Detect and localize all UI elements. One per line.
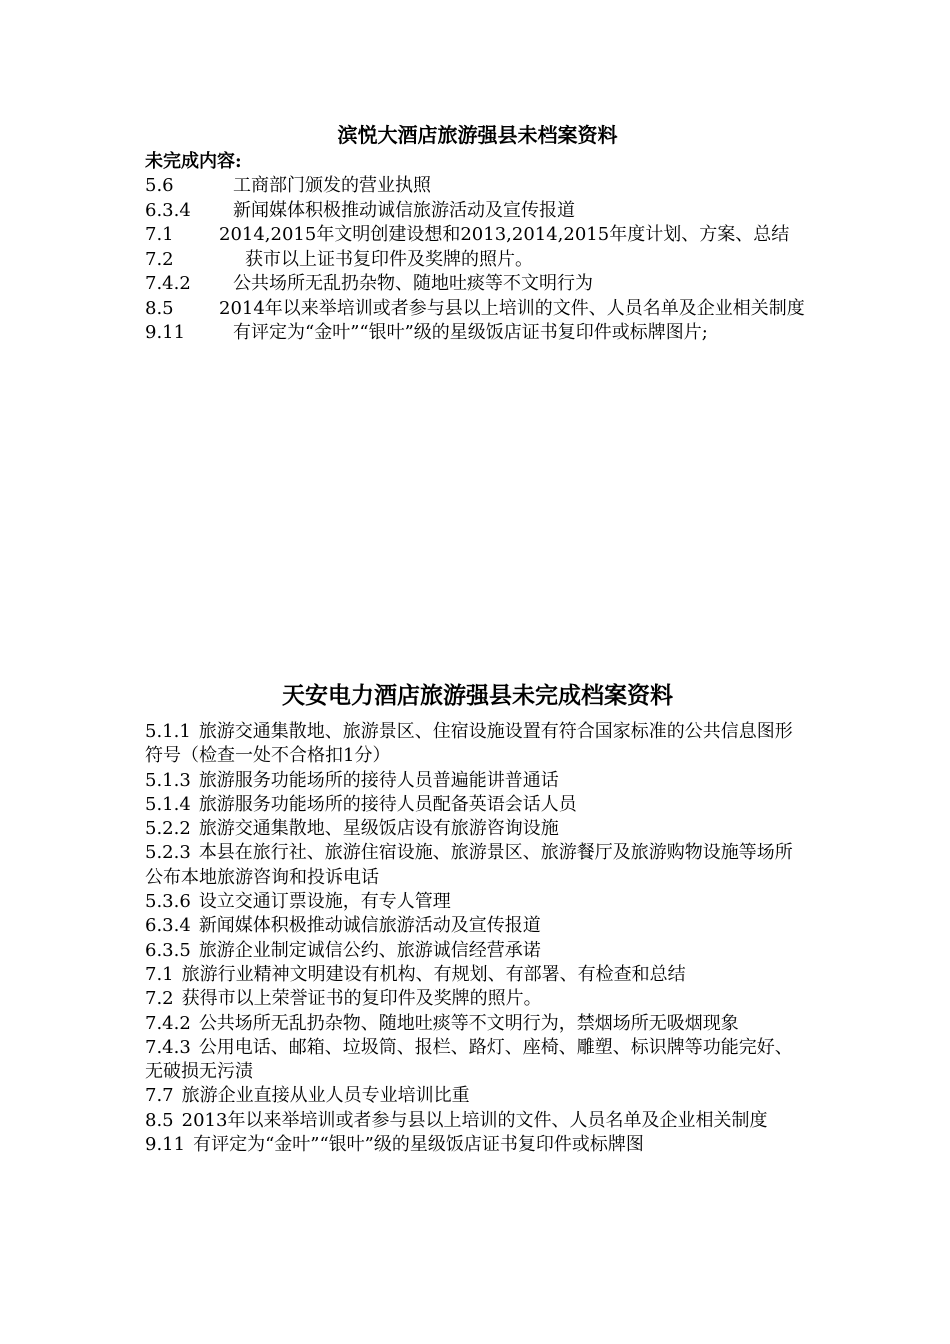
list-item — [145, 841, 810, 890]
item-text: 旅游交通集散地、星级饭店设有旅游咨询设施 — [198, 818, 559, 840]
item-code: 6.3.4 — [145, 199, 191, 221]
item-code: 7.1 — [145, 963, 174, 985]
item-text: 2014年以来举培训或者参与县以上培训的文件、人员名单及企业相关制度 — [219, 297, 805, 319]
list-item — [145, 174, 810, 199]
item-code: 5.1.1 — [145, 721, 191, 742]
item-code: 7.4.2 — [145, 1012, 191, 1034]
section-binyue-hotel — [145, 120, 810, 346]
item-text: 本县在旅行社、旅游住宿设施、旅游景区、旅游餐厅及旅游购物设施等场所公布本地旅游咨询和投诉电话 — [145, 842, 793, 888]
section-title: 滨悦大酒店旅游强县未档案资料 — [337, 123, 618, 147]
item-text: 工商部门颁发的营业执照 — [233, 175, 431, 196]
item-text: 获市以上证书复印件及奖牌的照片。 — [245, 248, 533, 270]
section-title: 天安电力酒店旅游强县未完成档案资料 — [282, 682, 673, 709]
item-code: 5.6 — [145, 175, 174, 196]
item-code: 7.4.3 — [145, 1036, 191, 1058]
section-subheading: 未完成内容: — [145, 151, 242, 172]
item-code: 8.5 — [145, 1109, 174, 1131]
item-text: 2013年以来举培训或者参与县以上培训的文件、人员名单及企业相关制度 — [181, 1109, 768, 1131]
list-item — [145, 720, 810, 769]
item-code: 9.11 — [145, 1134, 186, 1156]
item-text: 获得市以上荣誉证书的复印件及奖牌的照片。 — [181, 988, 542, 1010]
item-text: 有评定为“金叶”“银叶”级的星级饭店证书复印件或标牌图 — [193, 1134, 644, 1156]
item-code: 5.1.3 — [145, 769, 191, 791]
item-code: 6.3.5 — [145, 939, 191, 961]
item-text: 旅游服务功能场所的接待人员普遍能讲普通话 — [198, 769, 559, 791]
item-code: 5.2.3 — [145, 842, 191, 864]
list-item — [145, 223, 810, 248]
list-item — [145, 817, 810, 841]
list-item — [145, 963, 810, 987]
list-item — [145, 199, 810, 224]
item-list — [145, 174, 810, 346]
list-item — [145, 793, 810, 817]
item-text: 公共场所无乱扔杂物、随地吐痰等不文明行为，禁烟场所无吸烟现象 — [198, 1012, 739, 1034]
item-code: 8.5 — [145, 297, 174, 319]
list-item — [145, 890, 810, 914]
item-text: 旅游服务功能场所的接待人员配备英语会话人员 — [198, 793, 577, 815]
item-code: 5.3.6 — [145, 891, 191, 913]
list-item — [145, 272, 810, 297]
list-item — [145, 987, 810, 1011]
list-item — [145, 1109, 810, 1133]
list-item — [145, 321, 810, 346]
item-code: 7.4.2 — [145, 273, 191, 294]
list-item — [145, 1036, 810, 1085]
item-text: 旅游企业制定诚信公约、旅游诚信经营承诺 — [198, 939, 541, 961]
item-text: 旅游企业直接从业人员专业培训比重 — [181, 1085, 470, 1107]
list-item — [145, 1133, 810, 1157]
item-text: 设立交通订票设施，有专人管理 — [198, 891, 451, 913]
section-tianan-hotel — [145, 676, 810, 1157]
item-text: 旅游行业精神文明建设有机构、有规划、有部署、有检查和总结 — [181, 963, 686, 985]
item-text: 公用电话、邮箱、垃圾筒、报栏、路灯、座椅、雕塑、标识牌等功能完好、无破损无污渍 — [145, 1036, 793, 1083]
list-item — [145, 769, 810, 793]
item-code: 7.2 — [145, 988, 174, 1010]
item-code: 9.11 — [145, 322, 186, 343]
item-code: 7.7 — [145, 1085, 174, 1107]
list-item — [145, 914, 810, 938]
item-text: 2014,2015年文明创建设想和2013,2014,2015年度计划、方案、总结 — [219, 224, 790, 245]
item-text: 新闻媒体积极推动诚信旅游活动及宣传报道 — [198, 915, 541, 937]
item-list — [145, 720, 810, 1157]
list-item — [145, 1012, 810, 1036]
list-item — [145, 297, 810, 322]
item-code: 5.1.4 — [145, 793, 191, 815]
list-item — [145, 248, 810, 273]
item-code: 6.3.4 — [145, 915, 191, 937]
list-item — [145, 939, 810, 963]
item-text: 有评定为“金叶”“银叶”级的星级饭店证书复印件或标牌图片; — [233, 322, 708, 343]
item-code: 7.2 — [145, 248, 174, 270]
item-code: 5.2.2 — [145, 818, 191, 840]
item-text: 新闻媒体积极推动诚信旅游活动及宣传报道 — [233, 199, 575, 221]
list-item — [145, 1084, 810, 1108]
item-text: 旅游交通集散地、旅游景区、住宿设施设置有符合国家标准的公共信息图形符号（检查一处不合格扣1分） — [145, 721, 793, 767]
item-text: 公共场所无乱扔杂物、随地吐痰等不文明行为 — [233, 273, 593, 294]
item-code: 7.1 — [145, 224, 174, 245]
